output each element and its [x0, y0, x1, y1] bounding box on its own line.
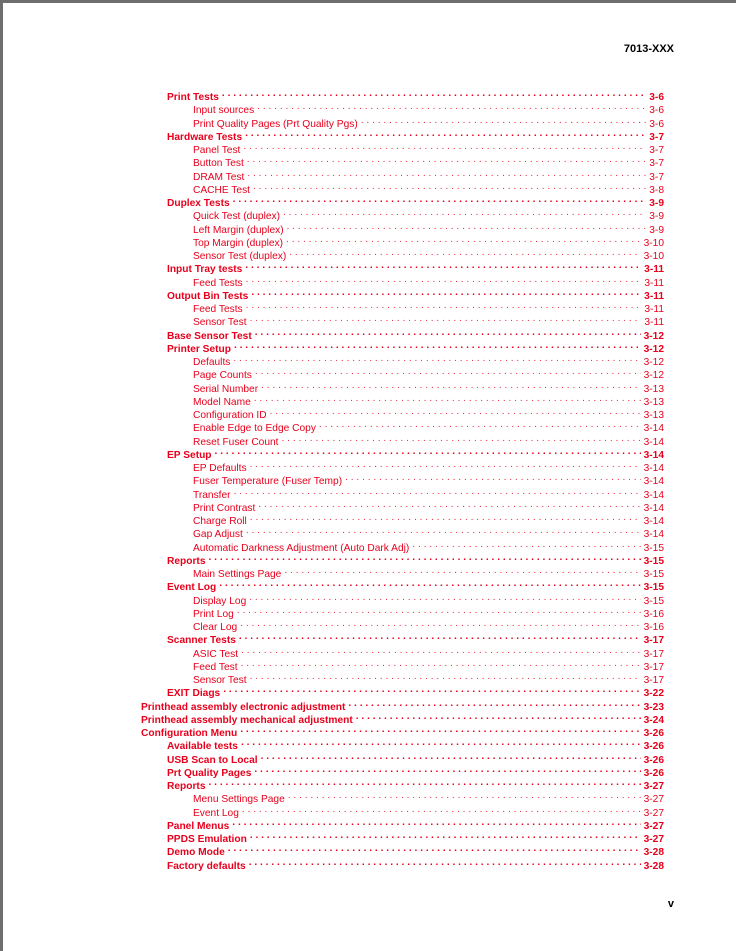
dot-leader: [233, 352, 640, 365]
toc-entry-title: Clear Log: [193, 622, 238, 633]
dot-leader: [257, 100, 646, 113]
dot-leader: [255, 365, 641, 378]
toc-entry[interactable]: [193, 405, 664, 421]
toc-entry-title: USB Scan to Local: [167, 754, 258, 766]
dot-leader: [219, 577, 640, 590]
toc-entry-page: 3-28: [643, 860, 664, 872]
toc-entry-page: 3-27: [643, 794, 664, 806]
toc-entry[interactable]: [193, 617, 664, 633]
dot-leader: [239, 630, 641, 643]
toc-entry-page: 3-11: [644, 264, 664, 276]
toc-entry-page: 3-15: [643, 582, 664, 594]
dot-leader: [249, 591, 640, 604]
toc-entry-title: ASIC Test: [193, 648, 239, 660]
toc-entry[interactable]: [193, 591, 664, 607]
toc-entry[interactable]: [167, 750, 664, 766]
toc-entry-page: 3-16: [643, 622, 664, 633]
dot-leader: [287, 220, 647, 233]
toc-entry-page: 3-14: [643, 489, 664, 501]
toc-entry-page: 3-7: [649, 131, 664, 143]
dot-leader: [289, 246, 640, 259]
toc-entry[interactable]: [167, 127, 664, 143]
toc-entry-title: Prt Quality Pages: [167, 767, 252, 779]
toc-entry-title: Printhead assembly electronic adjustment: [141, 701, 346, 713]
toc-entry[interactable]: [193, 657, 664, 673]
toc-entry[interactable]: [193, 418, 664, 435]
dot-leader: [222, 87, 646, 100]
toc-entry[interactable]: [167, 630, 664, 647]
toc-entry-title: Quick Test (duplex): [193, 211, 281, 223]
toc-entry-page: 3-14: [643, 502, 664, 514]
toc-entry-page: 3-11: [644, 304, 664, 315]
dot-leader: [234, 485, 641, 498]
toc-entry-page: 3-27: [643, 834, 664, 845]
toc-entry-page: 3-11: [644, 290, 664, 302]
toc-entry[interactable]: [193, 803, 664, 819]
dot-leader: [250, 829, 641, 842]
toc-entry-title: Print Tests: [167, 92, 219, 103]
dot-leader: [261, 379, 640, 392]
dot-leader: [250, 670, 641, 683]
toc-entry-page: 3-10: [643, 251, 664, 262]
toc-entry-title: Fuser Temperature (Fuser Temp): [193, 476, 343, 488]
toc-entry-page: 3-15: [643, 542, 664, 554]
toc-entry[interactable]: [167, 551, 664, 567]
toc-entry-page: 3-17: [643, 675, 664, 686]
toc-entry[interactable]: [167, 193, 664, 209]
toc-entry[interactable]: [193, 564, 664, 580]
dot-leader: [254, 392, 641, 405]
dot-leader: [250, 511, 641, 524]
toc-entry[interactable]: [167, 326, 664, 342]
toc-entry-title: Print Log: [193, 608, 234, 620]
toc-entry-title: Printer Setup: [167, 343, 231, 355]
toc-entry[interactable]: [167, 339, 664, 355]
toc-entry-title: Demo Mode: [167, 847, 225, 859]
dot-leader: [361, 114, 647, 127]
toc-entry-page: 3-14: [643, 436, 664, 448]
dot-leader: [247, 167, 646, 180]
toc-entry-page: 3-6: [649, 105, 664, 117]
toc-entry-page: 3-6: [649, 92, 664, 103]
dot-leader: [245, 259, 641, 272]
toc-entry[interactable]: [141, 723, 664, 739]
toc-entry-title: EP Defaults: [193, 463, 247, 474]
toc-entry-page: 3-26: [643, 741, 664, 753]
toc-entry-title: Print Contrast: [193, 502, 256, 514]
toc-entry[interactable]: [193, 538, 664, 554]
toc-entry[interactable]: [193, 644, 664, 660]
toc-entry-page: 3-9: [649, 211, 664, 223]
dot-leader: [247, 153, 646, 166]
toc-entry-title: EXIT Diags: [167, 688, 221, 700]
dot-leader: [412, 538, 640, 551]
dot-leader: [250, 458, 641, 471]
dot-leader: [234, 339, 641, 352]
dot-leader: [237, 604, 641, 617]
toc-entry-page: 3-7: [649, 145, 664, 156]
toc-entry[interactable]: [193, 789, 664, 806]
toc-entry[interactable]: [167, 577, 664, 594]
toc-entry-page: 3-9: [649, 224, 664, 236]
toc-entry-title: Left Margin (duplex): [193, 224, 284, 236]
toc-entry[interactable]: [167, 776, 664, 792]
toc-entry[interactable]: [193, 153, 664, 170]
toc-entry-title: Serial Number: [193, 383, 259, 395]
toc-entry-page: 3-11: [644, 277, 664, 289]
toc-entry-title: Panel Test: [193, 145, 241, 156]
toc-entry[interactable]: [193, 511, 664, 527]
toc-entry-page: 3-14: [643, 516, 664, 527]
dot-leader: [240, 617, 640, 630]
toc-entry-title: Print Quality Pages (Prt Quality Pgs): [193, 118, 358, 130]
toc-entry-title: Menu Settings Page: [193, 794, 285, 806]
toc-entry[interactable]: [193, 246, 664, 262]
toc-entry-page: 3-13: [643, 410, 664, 421]
toc-entry-title: Transfer: [193, 489, 231, 501]
toc-entry-title: Top Margin (duplex): [193, 237, 284, 249]
toc-entry-page: 3-13: [643, 383, 664, 395]
toc-entry-page: 3-17: [643, 661, 664, 673]
dot-leader: [282, 432, 641, 445]
toc-entry[interactable]: [193, 670, 664, 686]
toc-entry-title: Factory defaults: [167, 860, 246, 872]
toc-entry-page: 3-28: [643, 847, 664, 859]
toc-entry[interactable]: [193, 114, 664, 130]
toc-entry-page: 3-14: [643, 463, 664, 474]
toc-entry-title: Event Log: [167, 582, 217, 594]
toc-entry[interactable]: [193, 485, 664, 501]
toc-entry-title: Sensor Test: [193, 675, 247, 686]
dot-leader: [209, 551, 641, 564]
dot-leader: [246, 299, 642, 312]
toc-entry-title: Event Log: [193, 807, 239, 819]
toc-entry[interactable]: [193, 379, 664, 395]
toc-entry-page: 3-27: [643, 820, 664, 832]
dot-leader: [215, 445, 641, 458]
toc-entry[interactable]: [167, 259, 664, 276]
toc-entry-title: Feed Tests: [193, 304, 243, 315]
dot-leader: [254, 763, 640, 776]
dot-leader: [270, 405, 641, 418]
window-frame-left: [0, 0, 3, 951]
toc-entry[interactable]: [167, 842, 664, 859]
toc-entry[interactable]: [193, 312, 664, 329]
toc-entry[interactable]: [193, 524, 664, 541]
toc-entry[interactable]: [193, 140, 664, 156]
document-code: 7013-XXX: [623, 43, 674, 55]
dot-leader: [319, 418, 641, 431]
dot-leader: [246, 524, 641, 537]
toc-entry-page: 3-12: [643, 330, 664, 342]
toc-entry-page: 3-13: [643, 396, 664, 408]
dot-leader: [209, 776, 641, 789]
dot-leader: [232, 816, 640, 829]
toc-entry[interactable]: [193, 273, 664, 289]
toc-entry[interactable]: [167, 286, 664, 302]
dot-leader: [243, 140, 646, 153]
dot-leader: [241, 644, 641, 657]
toc-entry-title: Enable Edge to Edge Copy: [193, 423, 316, 435]
toc-entry-title: Automatic Darkness Adjustment (Auto Dark Adj): [193, 542, 410, 554]
toc-entry-page: 3-14: [643, 449, 664, 461]
toc-entry[interactable]: [193, 100, 664, 117]
toc-entry-page: 3-17: [643, 648, 664, 660]
dot-leader: [249, 856, 641, 869]
toc-entry-page: 3-26: [643, 754, 664, 766]
toc-entry[interactable]: [167, 816, 664, 832]
toc-entry-page: 3-12: [643, 357, 664, 368]
toc-entry-page: 3-27: [643, 807, 664, 819]
toc-entry-title: Page Counts: [193, 370, 252, 382]
toc-entry-title: DRAM Test: [193, 171, 245, 183]
toc-entry-title: Sensor Test: [193, 317, 247, 329]
toc-entry-page: 3-6: [649, 118, 664, 130]
dot-leader: [288, 789, 641, 802]
toc-entry-page: 3-23: [643, 701, 664, 713]
dot-leader: [242, 803, 641, 816]
toc-entry-page: 3-15: [643, 595, 664, 607]
dot-leader: [245, 127, 646, 140]
toc-entry-title: Panel Menus: [167, 820, 230, 832]
toc-entry-page: 3-10: [643, 237, 664, 249]
toc-entry-title: PPDS Emulation: [167, 834, 247, 845]
toc-entry[interactable]: [193, 458, 664, 474]
dot-leader: [241, 657, 641, 670]
toc-entry-title: Display Log: [193, 595, 247, 607]
toc-entry-page: 3-14: [643, 476, 664, 488]
toc-entry-title: Configuration ID: [193, 410, 267, 421]
toc-entry-page: 3-8: [649, 184, 664, 196]
toc-entry[interactable]: [193, 471, 664, 488]
toc-entry-page: 3-22: [643, 688, 664, 700]
toc-entry-title: Feed Test: [193, 661, 238, 673]
toc-entry-page: 3-26: [643, 767, 664, 779]
dot-leader: [261, 750, 641, 763]
toc-entry-title: Reports: [167, 555, 206, 567]
page-number: v: [667, 898, 674, 910]
toc-entry[interactable]: [193, 167, 664, 183]
toc-entry-title: Printhead assembly mechanical adjustment: [141, 714, 353, 726]
toc-entry[interactable]: [167, 856, 664, 872]
toc-entry-page: 3-26: [643, 728, 664, 739]
toc-entry-title: Button Test: [193, 158, 244, 170]
toc-entry-title: Model Name: [193, 396, 251, 408]
toc-entry[interactable]: [193, 352, 664, 368]
toc-entry-title: Reports: [167, 781, 206, 792]
toc-entry-title: Feed Tests: [193, 277, 243, 289]
toc-entry-page: 3-7: [649, 171, 664, 183]
toc-entry-title: Output Bin Tests: [167, 290, 249, 302]
toc-entry-title: Input sources: [193, 105, 255, 117]
toc-entry-page: 3-9: [649, 198, 664, 209]
toc-entry-title: Hardware Tests: [167, 131, 243, 143]
dot-leader: [356, 710, 641, 723]
dot-leader: [228, 842, 641, 855]
dot-leader: [241, 736, 641, 749]
toc-entry-title: Available tests: [167, 741, 238, 753]
toc-entry-title: EP Setup: [167, 449, 212, 461]
dot-leader: [255, 326, 641, 339]
toc-entry-page: 3-17: [643, 635, 664, 647]
toc-entry-title: Duplex Tests: [167, 198, 230, 209]
toc-entry[interactable]: [193, 392, 664, 408]
toc-entry-title: Configuration Menu: [141, 728, 238, 739]
dot-leader: [345, 471, 641, 484]
toc-entry[interactable]: [193, 498, 664, 514]
toc-entry[interactable]: [193, 220, 664, 236]
toc-entry[interactable]: [167, 445, 664, 461]
toc-entry-title: Gap Adjust: [193, 529, 243, 541]
toc-entry[interactable]: [193, 180, 664, 196]
toc-entry[interactable]: [141, 697, 664, 713]
toc-entry-page: 3-14: [643, 529, 664, 541]
toc-entry[interactable]: [193, 365, 664, 382]
toc-entry[interactable]: [167, 763, 664, 779]
toc-entry-page: 3-12: [643, 343, 664, 355]
dot-leader: [246, 273, 642, 286]
toc-entry-page: 3-24: [643, 714, 664, 726]
toc-entry[interactable]: [193, 432, 664, 448]
dot-leader: [251, 286, 641, 299]
toc-entry[interactable]: [167, 87, 664, 103]
toc-entry[interactable]: [193, 233, 664, 249]
dot-leader: [253, 180, 646, 193]
dot-leader: [223, 683, 640, 696]
toc-entry-title: Main Settings Page: [193, 569, 282, 580]
toc-entry-title: Base Sensor Test: [167, 330, 252, 342]
toc-entry-page: 3-14: [643, 423, 664, 435]
dot-leader: [348, 697, 640, 710]
toc-entry-page: 3-27: [643, 781, 664, 792]
toc-entry-page: 3-11: [644, 317, 664, 329]
toc-entry[interactable]: [167, 683, 664, 700]
toc-entry-title: Sensor Test (duplex): [193, 251, 287, 262]
toc-entry[interactable]: [141, 710, 664, 726]
toc-entry-page: 3-12: [643, 370, 664, 382]
toc-entry-page: 3-7: [649, 158, 664, 170]
toc-entry[interactable]: [193, 206, 664, 223]
toc-entry-title: Scanner Tests: [167, 635, 236, 647]
toc-entry[interactable]: [193, 299, 664, 315]
dot-leader: [283, 206, 646, 219]
toc-entry-title: Input Tray tests: [167, 264, 243, 276]
dot-leader: [284, 564, 640, 577]
toc-entry-title: Reset Fuser Count: [193, 436, 279, 448]
toc-entry-page: 3-15: [643, 569, 664, 580]
toc-entry[interactable]: [167, 736, 664, 753]
toc-entry-page: 3-16: [643, 608, 664, 620]
toc-entry-title: Charge Roll: [193, 516, 247, 527]
toc-entry-title: CACHE Test: [193, 184, 250, 196]
toc-entry[interactable]: [193, 604, 664, 620]
toc-entry-title: Defaults: [193, 357, 231, 368]
dot-leader: [240, 723, 640, 736]
dot-leader: [286, 233, 641, 246]
toc-entry[interactable]: [167, 829, 664, 845]
dot-leader: [258, 498, 640, 511]
dot-leader: [250, 312, 642, 325]
window-frame-top: [0, 0, 736, 3]
toc-entry-page: 3-15: [643, 555, 664, 567]
dot-leader: [233, 193, 647, 206]
